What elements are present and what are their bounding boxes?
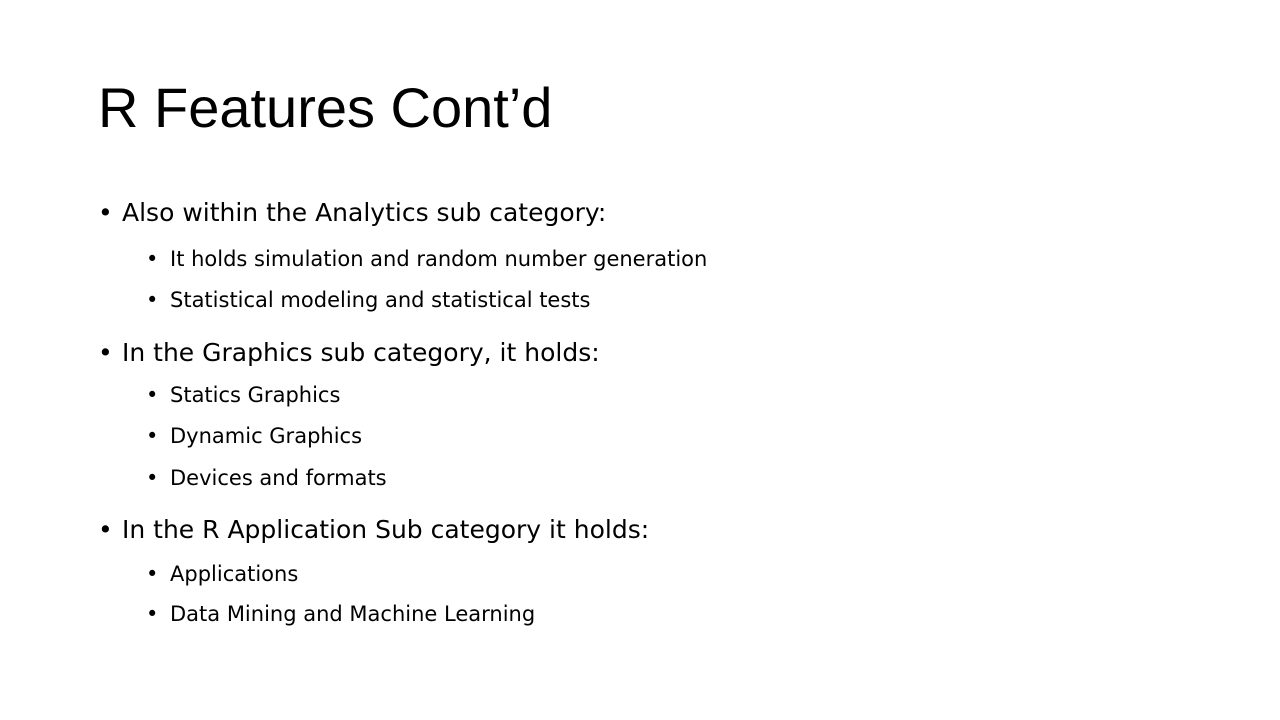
bullet-text: Statistical modeling and statistical tests (170, 288, 591, 312)
bullet-text: Devices and formats (170, 466, 387, 490)
bullet-icon: • (146, 562, 159, 586)
bullet-text: In the R Application Sub category it holds: (122, 515, 650, 544)
bullet-icon: • (146, 466, 159, 490)
bullet-icon: • (146, 383, 159, 407)
bullet-text: Applications (170, 562, 299, 586)
bullet-text: It holds simulation and random number generation (170, 247, 708, 271)
bullet-text: Also within the Analytics sub category: (122, 198, 607, 227)
bullet-icon: • (146, 247, 159, 271)
bullet-text: Statics Graphics (170, 383, 341, 407)
bullet-text: Dynamic Graphics (170, 424, 363, 448)
bullet-icon: • (146, 288, 159, 312)
bullet-icon: • (98, 515, 113, 544)
bullet-icon: • (146, 424, 159, 448)
bullet-icon: • (98, 338, 113, 367)
slide-title: R Features Cont’d (98, 76, 553, 139)
bullet-text: Data Mining and Machine Learning (170, 602, 536, 626)
bullet-icon: • (98, 198, 113, 227)
bullet-text: In the Graphics sub category, it holds: (122, 338, 600, 367)
bullet-icon: • (146, 602, 159, 626)
